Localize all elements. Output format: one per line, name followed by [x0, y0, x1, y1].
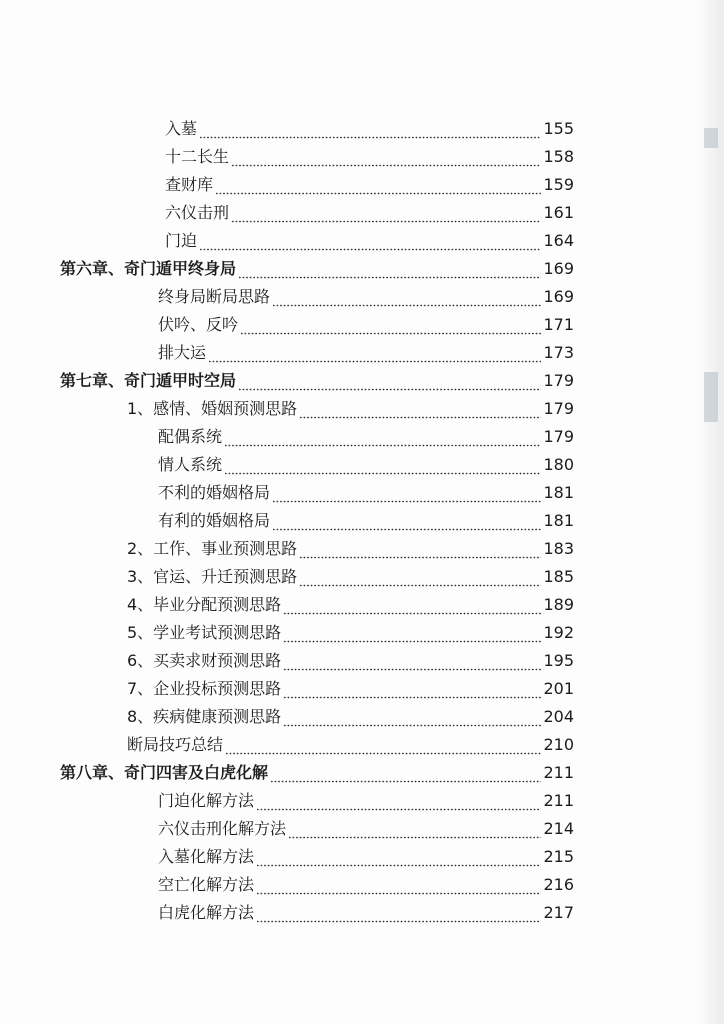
toc-page-number: 164: [543, 231, 574, 250]
toc-entry-title: 有利的婚姻格局: [158, 511, 271, 530]
dot-leader: [231, 203, 541, 223]
scan-edge-mark: [704, 128, 718, 148]
toc-page-number: 192: [543, 623, 574, 642]
toc-entry-title: 1、感情、婚姻预测思路: [127, 399, 298, 418]
toc-entry: [158, 307, 574, 335]
dot-leader: [215, 175, 541, 195]
dot-leader: [238, 259, 541, 279]
dot-leader: [238, 371, 541, 391]
toc-entry: [165, 195, 574, 223]
dot-leader: [224, 455, 541, 475]
toc-entry: [127, 671, 574, 699]
dot-leader: [299, 399, 541, 419]
toc-page-number: 214: [543, 819, 574, 838]
dot-leader: [256, 875, 541, 895]
toc-page-number: 173: [543, 343, 574, 362]
toc-entry: [127, 587, 574, 615]
toc-entry-title: 2、工作、事业预测思路: [127, 539, 298, 558]
toc-entry-title: 入墓化解方法: [158, 847, 255, 866]
toc-entry: [165, 167, 574, 195]
toc-entry-title: 第七章、奇门遁甲时空局: [60, 371, 237, 390]
toc-page-number: 185: [543, 567, 574, 586]
toc-page-number: 171: [543, 315, 574, 334]
toc-entry-title: 六仪击刑化解方法: [158, 819, 287, 838]
toc-page-number: 211: [543, 791, 574, 810]
toc-entry: [158, 335, 574, 363]
toc-page-number: 161: [543, 203, 574, 222]
toc-entry-title: 配偶系统: [158, 427, 223, 446]
dot-leader: [283, 679, 541, 699]
toc-entry-title: 第八章、奇门四害及白虎化解: [60, 763, 269, 782]
dot-leader: [224, 427, 541, 447]
dot-leader: [283, 651, 541, 671]
dot-leader: [283, 623, 541, 643]
dot-leader: [283, 595, 541, 615]
toc-entry-title: 伏吟、反吟: [158, 315, 239, 334]
toc-chapter-entry: [60, 363, 574, 391]
dot-leader: [299, 567, 541, 587]
toc-page-number: 169: [543, 287, 574, 306]
toc-page-number: 169: [543, 259, 574, 278]
dot-leader: [231, 147, 541, 167]
toc-entry-title: 终身局断局思路: [158, 287, 271, 306]
toc-page-number: 195: [543, 651, 574, 670]
toc-entry: [127, 391, 574, 419]
toc-page-number: 201: [543, 679, 574, 698]
toc-entry-title: 6、买卖求财预测思路: [127, 651, 282, 670]
dot-leader: [272, 287, 541, 307]
toc-page-number: 180: [543, 455, 574, 474]
toc-entry-title: 排大运: [158, 343, 207, 362]
toc-page-number: 211: [543, 763, 574, 782]
dot-leader: [256, 791, 541, 811]
dot-leader: [225, 735, 541, 755]
toc-entry-title: 8、疾病健康预测思路: [127, 707, 282, 726]
toc-entry-title: 第六章、奇门遁甲终身局: [60, 259, 237, 278]
toc-entry-title: 不利的婚姻格局: [158, 483, 271, 502]
toc-page-number: 215: [543, 847, 574, 866]
dot-leader: [299, 539, 541, 559]
dot-leader: [272, 483, 541, 503]
dot-leader: [272, 511, 541, 531]
dot-leader: [288, 819, 541, 839]
toc-page-number: 216: [543, 875, 574, 894]
toc-page-number: 158: [543, 147, 574, 166]
toc-page-number: 189: [543, 595, 574, 614]
toc-chapter-entry: [60, 755, 574, 783]
toc-entry: [158, 811, 574, 839]
toc-entry: [158, 447, 574, 475]
dot-leader: [199, 119, 541, 139]
toc-page-number: 181: [543, 483, 574, 502]
toc-page-number: 179: [543, 399, 574, 418]
toc-entry-title: 5、学业考试预测思路: [127, 623, 282, 642]
toc-entry: [158, 783, 574, 811]
toc-page-number: 204: [543, 707, 574, 726]
toc-page-number: 179: [543, 371, 574, 390]
toc-entry: [165, 223, 574, 251]
toc-page-number: 217: [543, 903, 574, 922]
toc-entry-title: 白虎化解方法: [158, 903, 255, 922]
toc-entry-title: 六仪击刑: [165, 203, 230, 222]
toc-page-number: 210: [543, 735, 574, 754]
toc-entry: [158, 895, 574, 923]
dot-leader: [270, 763, 541, 783]
toc-entry-title: 断局技巧总结: [127, 735, 224, 754]
toc-page-number: 155: [543, 119, 574, 138]
toc-entry: [165, 111, 574, 139]
toc-entry: [127, 643, 574, 671]
toc-entry-title: 门迫化解方法: [158, 791, 255, 810]
toc-entry: [158, 503, 574, 531]
dot-leader: [256, 903, 541, 923]
toc-entry-title: 十二长生: [165, 147, 230, 166]
toc-entry-title: 查财库: [165, 175, 214, 194]
dot-leader: [208, 343, 541, 363]
toc-entry: [158, 867, 574, 895]
toc-entry: [127, 531, 574, 559]
toc-entry: [127, 699, 574, 727]
dot-leader: [256, 847, 541, 867]
scan-edge-mark: [704, 372, 718, 422]
toc-page-number: 159: [543, 175, 574, 194]
dot-leader: [240, 315, 541, 335]
toc-page-number: 181: [543, 511, 574, 530]
dot-leader: [283, 707, 541, 727]
toc-chapter-entry: [60, 251, 574, 279]
toc-entry: [127, 615, 574, 643]
toc-entry: [158, 839, 574, 867]
toc-entry: [158, 419, 574, 447]
toc-entry-title: 门迫: [165, 231, 198, 250]
toc-entry-title: 7、企业投标预测思路: [127, 679, 282, 698]
toc-page-number: 183: [543, 539, 574, 558]
toc-entry: [127, 559, 574, 587]
toc-entry: [158, 279, 574, 307]
toc-entry-title: 4、毕业分配预测思路: [127, 595, 282, 614]
toc-entry: [165, 139, 574, 167]
toc-entry-title: 3、官运、升迁预测思路: [127, 567, 298, 586]
toc-entry-title: 情人系统: [158, 455, 223, 474]
toc-entry-title: 入墓: [165, 119, 198, 138]
toc-entry-title: 空亡化解方法: [158, 875, 255, 894]
dot-leader: [199, 231, 541, 251]
toc-entry: [158, 475, 574, 503]
toc-entry: [127, 727, 574, 755]
page-edge-shadow: [698, 0, 724, 1024]
toc-page-number: 179: [543, 427, 574, 446]
